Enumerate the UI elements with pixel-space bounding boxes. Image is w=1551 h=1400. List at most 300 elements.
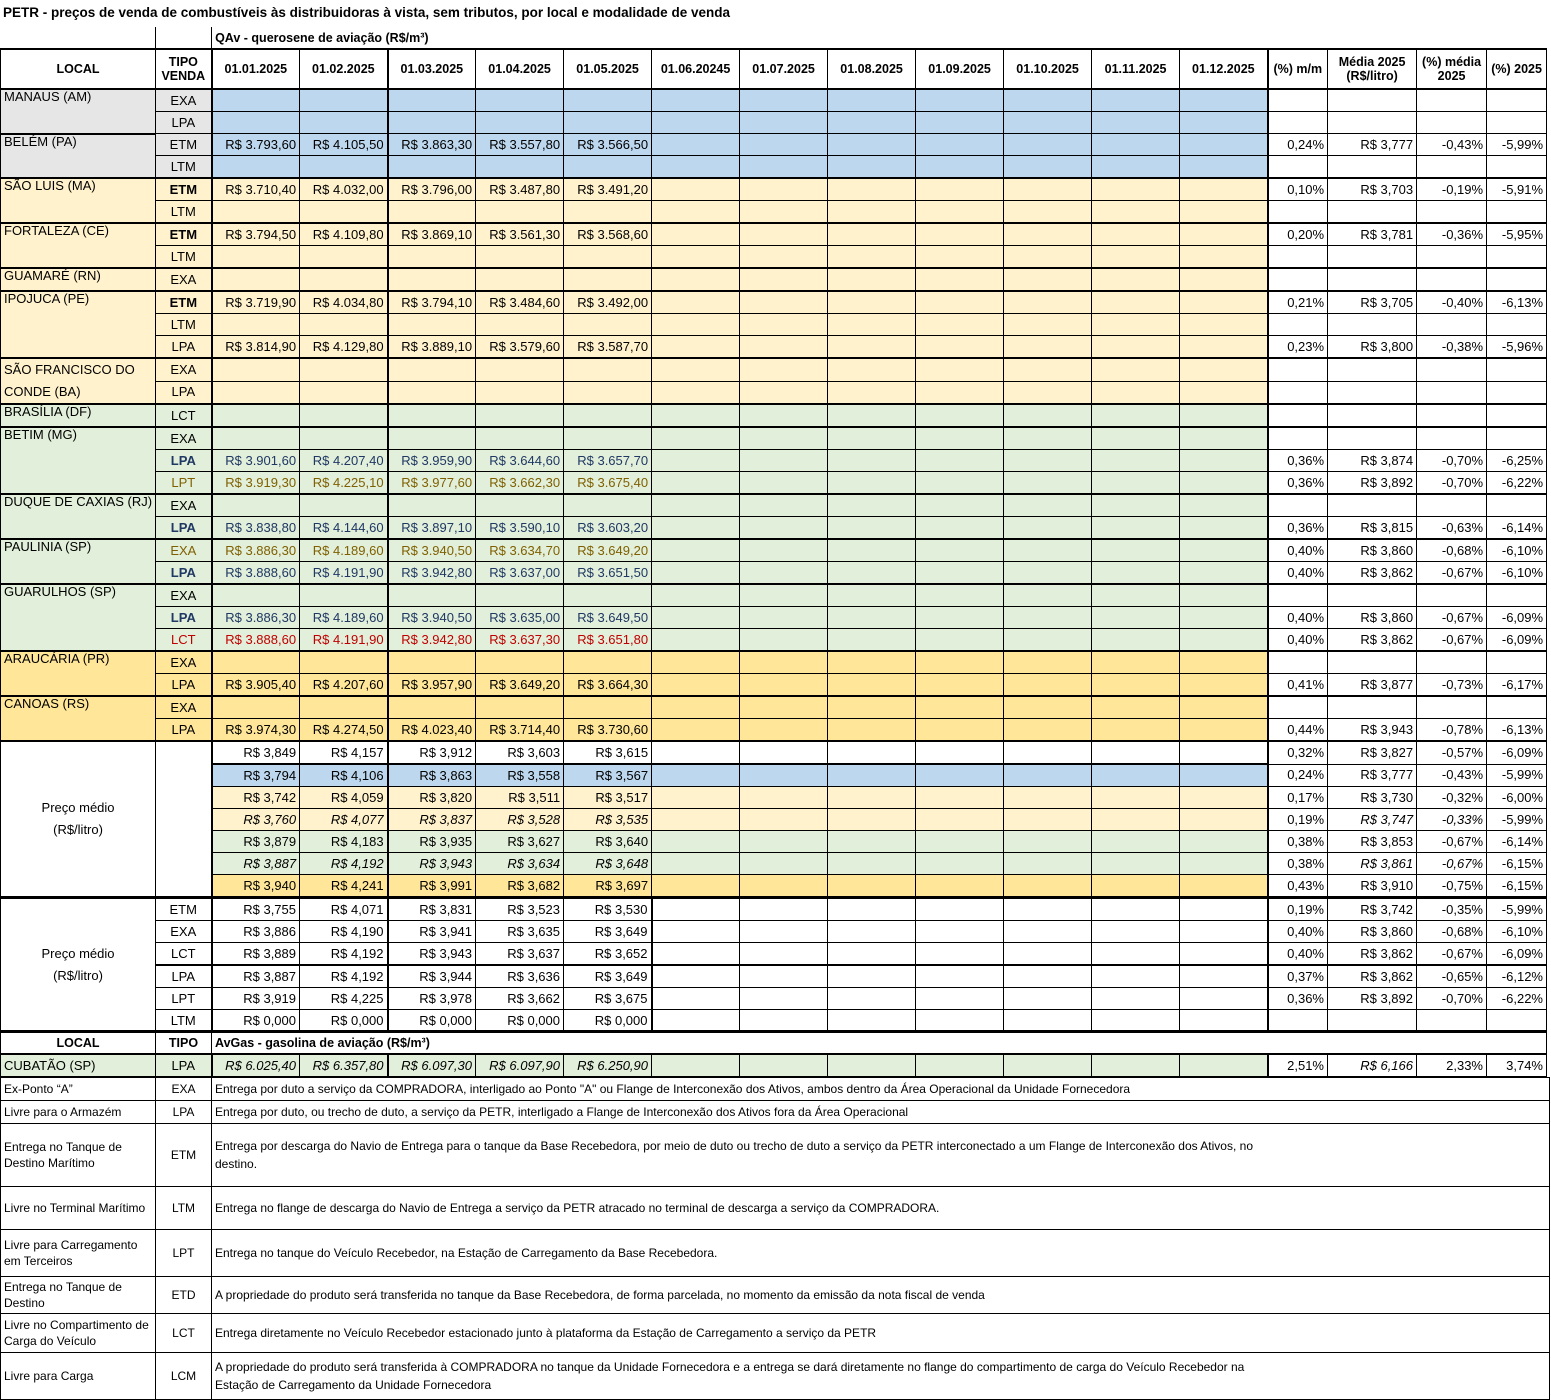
summary-mp: -0,68% [1417, 539, 1487, 562]
legend-modality-description: A propriedade do produto será transferida no tanque da Base Recebedora, de forma parcelada, no momento da emissão da nota fiscal de venda [212, 1277, 1550, 1314]
average-price-cell [740, 741, 828, 764]
average-media: R$ 3,777 [1328, 764, 1417, 787]
price-cell [476, 358, 564, 381]
average-price-cell [1004, 943, 1092, 966]
summary-mp [1417, 404, 1487, 427]
price-cell [652, 450, 740, 472]
average-price-cell: R$ 3,649 [564, 965, 652, 988]
summary-mm [1268, 268, 1328, 291]
price-cell [212, 268, 300, 291]
summary-mp: -0,38% [1417, 336, 1487, 359]
price-cell: R$ 3.905,40 [212, 674, 300, 697]
price-cell [1092, 291, 1180, 314]
price-cell [1004, 358, 1092, 381]
summary-media: R$ 3,703 [1328, 178, 1417, 201]
average-price-cell [1004, 831, 1092, 853]
average-price-cell [828, 921, 916, 943]
location-cell: GUAMARÉ (RN) [1, 268, 156, 291]
price-cell [1004, 268, 1092, 291]
summary-mm: 0,44% [1268, 719, 1328, 742]
price-cell [1004, 223, 1092, 246]
average-media: R$ 3,730 [1328, 787, 1417, 809]
header-month: 01.10.2025 [1004, 49, 1092, 89]
average-p25: -5,99% [1487, 809, 1547, 831]
price-cell [828, 223, 916, 246]
price-cell [828, 674, 916, 697]
price-cell [476, 246, 564, 269]
price-cell: R$ 3.796,00 [388, 178, 476, 201]
legend-modality-code: LPT [156, 1230, 212, 1277]
price-cell: R$ 3.651,50 [564, 562, 652, 585]
summary-p25: -5,91% [1487, 178, 1547, 201]
avgas-p25: 3,74% [1487, 1054, 1547, 1077]
price-cell [916, 336, 1004, 359]
price-cell [300, 651, 388, 674]
tipo-venda-cell: LPA [156, 607, 212, 629]
average-price-cell: R$ 4,192 [300, 965, 388, 988]
average-price-cell [1092, 741, 1180, 764]
price-cell: R$ 4.105,50 [300, 134, 388, 156]
price-cell [476, 584, 564, 607]
summary-p25: -6,17% [1487, 674, 1547, 697]
average-price-cell: R$ 3,978 [388, 988, 476, 1010]
price-cell [916, 607, 1004, 629]
average-mm: 0,19% [1268, 898, 1328, 921]
price-cell [740, 134, 828, 156]
average-price-cell [1004, 875, 1092, 898]
summary-mm [1268, 358, 1328, 381]
price-cell [740, 246, 828, 269]
price-row [1, 314, 1547, 336]
price-cell [1092, 494, 1180, 517]
average-mp: -0,67% [1417, 943, 1487, 966]
average-by-type-row [1, 898, 1547, 921]
qav-product-label: QAv - querosene de aviação (R$/m³) [212, 27, 1547, 49]
tipo-venda-cell: EXA [156, 494, 212, 517]
average-price-cell: R$ 3,652 [564, 943, 652, 966]
summary-media [1328, 427, 1417, 450]
tipo-venda-cell: LPA [156, 562, 212, 585]
summary-media [1328, 358, 1417, 381]
preco-medio-label: Preço médio (R$/litro) [1, 741, 156, 897]
price-cell [212, 358, 300, 381]
summary-media [1328, 156, 1417, 179]
price-cell [300, 268, 388, 291]
price-cell: R$ 3.568,60 [564, 223, 652, 246]
price-row [1, 472, 1547, 495]
price-cell [1092, 719, 1180, 742]
average-media [1328, 1010, 1417, 1033]
average-mp [1417, 1010, 1487, 1033]
average-row [1, 831, 1547, 853]
average-price-cell: R$ 3,887 [212, 853, 300, 875]
price-cell: R$ 3.940,50 [388, 607, 476, 629]
summary-mp [1417, 201, 1487, 224]
average-p25 [1487, 1010, 1547, 1033]
summary-mp [1417, 314, 1487, 336]
average-price-cell [1180, 853, 1268, 875]
average-price-cell [1092, 853, 1180, 875]
price-cell [564, 404, 652, 427]
header-month: 01.07.2025 [740, 49, 828, 89]
average-price-cell [828, 965, 916, 988]
price-cell [828, 201, 916, 224]
price-cell [740, 719, 828, 742]
price-cell: R$ 3.634,70 [476, 539, 564, 562]
price-cell [300, 381, 388, 404]
price-row [1, 517, 1547, 540]
price-cell [828, 268, 916, 291]
avgas-product-label: AvGas - gasolina de aviação (R$/m³) [212, 1031, 1547, 1054]
average-p25: -6,15% [1487, 875, 1547, 898]
summary-mm: 0,40% [1268, 539, 1328, 562]
header-row-columns [1, 49, 1547, 89]
average-price-cell [652, 741, 740, 764]
price-row [1, 607, 1547, 629]
summary-mm: 0,40% [1268, 607, 1328, 629]
tipo-venda-cell: ETM [156, 291, 212, 314]
price-cell [476, 427, 564, 450]
average-price-cell: R$ 0,000 [212, 1010, 300, 1033]
average-p25: -5,99% [1487, 764, 1547, 787]
price-cell [828, 381, 916, 404]
average-price-cell: R$ 3,523 [476, 898, 564, 921]
price-cell [828, 584, 916, 607]
price-cell [1092, 450, 1180, 472]
price-cell [1180, 156, 1268, 179]
header-mm: (%) m/m [1268, 49, 1328, 89]
average-price-cell [828, 988, 916, 1010]
price-cell [652, 404, 740, 427]
average-price-cell [828, 943, 916, 966]
average-by-type-row [1, 965, 1547, 988]
price-cell [740, 156, 828, 179]
legend-modality-code: LTM [156, 1187, 212, 1230]
price-cell [476, 201, 564, 224]
price-cell [740, 562, 828, 585]
average-price-cell [828, 764, 916, 787]
price-cell: R$ 3.662,30 [476, 472, 564, 495]
price-cell [564, 696, 652, 719]
price-cell: R$ 3.714,40 [476, 719, 564, 742]
summary-mm [1268, 89, 1328, 112]
price-cell [388, 584, 476, 607]
price-cell [564, 427, 652, 450]
price-cell [1004, 404, 1092, 427]
price-row [1, 629, 1547, 652]
price-cell [300, 696, 388, 719]
summary-mm: 0,36% [1268, 517, 1328, 540]
average-price-cell [652, 1010, 740, 1033]
average-price-cell: R$ 3,649 [564, 921, 652, 943]
price-cell [916, 156, 1004, 179]
location-cell: BELÉM (PA) [1, 134, 156, 179]
average-price-cell: R$ 3,675 [564, 988, 652, 1010]
price-row [1, 719, 1547, 742]
legend-modality-name: Livre para o Armazém [1, 1101, 156, 1124]
price-cell [652, 201, 740, 224]
price-cell [1004, 89, 1092, 112]
price-cell: R$ 3.566,50 [564, 134, 652, 156]
average-price-cell [1180, 921, 1268, 943]
price-cell [212, 584, 300, 607]
average-price-cell: R$ 3,682 [476, 875, 564, 898]
average-price-cell: R$ 3,662 [476, 988, 564, 1010]
summary-mm: 0,21% [1268, 291, 1328, 314]
avgas-mp: 2,33% [1417, 1054, 1487, 1077]
price-cell [1004, 674, 1092, 697]
average-price-cell [1004, 764, 1092, 787]
price-cell: R$ 3.794,50 [212, 223, 300, 246]
summary-p25: -5,95% [1487, 223, 1547, 246]
summary-mm: 0,41% [1268, 674, 1328, 697]
price-cell [916, 381, 1004, 404]
avgas-media: R$ 6,166 [1328, 1054, 1417, 1077]
price-cell: R$ 3.637,00 [476, 562, 564, 585]
summary-mm: 0,20% [1268, 223, 1328, 246]
summary-p25: -6,13% [1487, 719, 1547, 742]
price-row [1, 178, 1547, 201]
summary-p25 [1487, 246, 1547, 269]
price-cell [300, 156, 388, 179]
price-cell [652, 358, 740, 381]
average-price-cell [828, 787, 916, 809]
summary-mm: 0,40% [1268, 629, 1328, 652]
avgas-price-cell: R$ 6.025,40 [212, 1054, 300, 1077]
price-cell [388, 404, 476, 427]
legend-modality-description: Entrega por duto, ou trecho de duto, a serviço da PETR, interligado a Flange de Interconexão dos Ativos fora da Área Operacional [212, 1101, 1550, 1124]
tipo-venda-cell: EXA [156, 358, 212, 381]
summary-mp [1417, 156, 1487, 179]
price-cell [1180, 494, 1268, 517]
average-price-cell: R$ 4,225 [300, 988, 388, 1010]
summary-media: R$ 3,892 [1328, 472, 1417, 495]
avgas-price-cell [1092, 1054, 1180, 1077]
price-cell [652, 314, 740, 336]
price-cell [828, 472, 916, 495]
price-cell [1180, 336, 1268, 359]
price-cell [1004, 472, 1092, 495]
average-price-cell [1180, 965, 1268, 988]
price-cell [1004, 314, 1092, 336]
average-price-cell [652, 898, 740, 921]
price-row [1, 450, 1547, 472]
summary-mp [1417, 358, 1487, 381]
price-cell [564, 246, 652, 269]
sale-modality-legend [0, 1077, 1550, 1400]
tipo-venda-cell: LPA [156, 719, 212, 742]
average-media: R$ 3,742 [1328, 898, 1417, 921]
legend-modality-description: Entrega diretamente no Veículo Recebedor estacionado junto à plataforma da Estação de Carregamento a serviço da PETR [212, 1314, 1550, 1353]
price-cell [1092, 223, 1180, 246]
summary-p25 [1487, 314, 1547, 336]
average-price-cell [1092, 787, 1180, 809]
price-row [1, 112, 1547, 134]
price-cell: R$ 3.940,50 [388, 539, 476, 562]
price-cell [564, 584, 652, 607]
header-media-pct: (%) média 2025 [1417, 49, 1487, 89]
tipo-venda-cell: EXA [156, 921, 212, 943]
summary-mp [1417, 112, 1487, 134]
avgas-price-cell [740, 1054, 828, 1077]
average-price-cell [652, 988, 740, 1010]
summary-p25 [1487, 404, 1547, 427]
average-mp: -0,70% [1417, 988, 1487, 1010]
price-cell: R$ 3.719,90 [212, 291, 300, 314]
location-cell: IPOJUCA (PE) [1, 291, 156, 358]
average-mp: -0,75% [1417, 875, 1487, 898]
price-cell [916, 494, 1004, 517]
legend-modality-name: Livre para Carregamento em Terceiros [1, 1230, 156, 1277]
average-by-type-row [1, 943, 1547, 966]
price-cell [212, 494, 300, 517]
average-price-cell: R$ 3,603 [476, 741, 564, 764]
summary-mp: -0,70% [1417, 472, 1487, 495]
price-cell: R$ 4.207,40 [300, 450, 388, 472]
average-price-cell: R$ 3,943 [388, 853, 476, 875]
average-price-cell [916, 988, 1004, 1010]
price-cell [476, 268, 564, 291]
average-mm: 0,40% [1268, 921, 1328, 943]
summary-mm [1268, 404, 1328, 427]
average-price-cell [1180, 764, 1268, 787]
price-cell [212, 651, 300, 674]
price-cell [828, 112, 916, 134]
average-price-cell [1004, 988, 1092, 1010]
tipo-venda-cell: EXA [156, 651, 212, 674]
price-row [1, 674, 1547, 697]
price-cell [828, 696, 916, 719]
price-cell: R$ 3.957,90 [388, 674, 476, 697]
legend-modality-code: ETD [156, 1277, 212, 1314]
average-mp: -0,67% [1417, 831, 1487, 853]
price-cell: R$ 3.793,60 [212, 134, 300, 156]
average-price-cell [652, 787, 740, 809]
tipo-venda-cell: EXA [156, 427, 212, 450]
price-cell: R$ 4.109,80 [300, 223, 388, 246]
price-cell [1180, 404, 1268, 427]
price-cell [1092, 89, 1180, 112]
summary-mp [1417, 651, 1487, 674]
location-cell: BETIM (MG) [1, 427, 156, 494]
price-cell: R$ 4.189,60 [300, 607, 388, 629]
summary-p25 [1487, 427, 1547, 450]
legend-modality-name: Livre para Carga [1, 1353, 156, 1400]
summary-mm: 0,40% [1268, 562, 1328, 585]
avgas-header-row [1, 1031, 1547, 1054]
average-by-type-row [1, 921, 1547, 943]
avgas-price-cell [828, 1054, 916, 1077]
average-media: R$ 3,827 [1328, 741, 1417, 764]
legend-modality-name: Livre no Compartimento de Carga do Veículo [1, 1314, 156, 1353]
average-price-cell [740, 1010, 828, 1033]
summary-p25: -6,10% [1487, 562, 1547, 585]
price-cell [916, 427, 1004, 450]
summary-mm: 0,36% [1268, 472, 1328, 495]
price-cell [916, 719, 1004, 742]
summary-media: R$ 3,874 [1328, 450, 1417, 472]
location-cell: BRASÍLIA (DF) [1, 404, 156, 427]
tipo-venda-cell: LCT [156, 629, 212, 652]
summary-media: R$ 3,860 [1328, 607, 1417, 629]
average-price-cell [740, 988, 828, 1010]
price-cell [652, 539, 740, 562]
price-cell: R$ 3.657,70 [564, 450, 652, 472]
price-cell [1180, 89, 1268, 112]
price-cell [740, 450, 828, 472]
average-p25: -6,15% [1487, 853, 1547, 875]
average-price-cell: R$ 3,943 [388, 943, 476, 966]
average-price-cell [828, 1010, 916, 1033]
price-cell [1004, 629, 1092, 652]
average-price-cell: R$ 4,077 [300, 809, 388, 831]
average-price-cell: R$ 3,530 [564, 898, 652, 921]
average-price-cell [740, 831, 828, 853]
price-row [1, 427, 1547, 450]
price-cell: R$ 3.838,80 [212, 517, 300, 540]
price-cell [1004, 719, 1092, 742]
average-price-cell [740, 764, 828, 787]
average-mm: 0,24% [1268, 764, 1328, 787]
average-by-type-row [1, 988, 1547, 1010]
average-price-cell: R$ 3,940 [212, 875, 300, 898]
price-row [1, 156, 1547, 179]
summary-media: R$ 3,705 [1328, 291, 1417, 314]
average-row [1, 787, 1547, 809]
price-cell [652, 89, 740, 112]
price-cell [388, 112, 476, 134]
summary-mp: -0,67% [1417, 607, 1487, 629]
location-cell: DUQUE DE CAXIAS (RJ) [1, 494, 156, 539]
price-cell [652, 291, 740, 314]
average-media: R$ 3,860 [1328, 921, 1417, 943]
price-cell [388, 156, 476, 179]
average-price-cell: R$ 3,794 [212, 764, 300, 787]
average-price-cell [1180, 809, 1268, 831]
average-price-cell: R$ 3,919 [212, 988, 300, 1010]
summary-p25: -6,13% [1487, 291, 1547, 314]
legend-modality-description: Entrega no flange de descarga do Navio de Entrega a serviço da PETR atracado no terminal de descarga a serviço da COMPRADORA. [212, 1187, 1550, 1230]
average-price-cell: R$ 3,517 [564, 787, 652, 809]
average-price-cell [916, 853, 1004, 875]
price-cell [1004, 381, 1092, 404]
summary-p25: -6,25% [1487, 450, 1547, 472]
price-cell [1180, 539, 1268, 562]
price-cell [828, 651, 916, 674]
price-cell [916, 112, 1004, 134]
average-price-cell [1092, 831, 1180, 853]
price-cell: R$ 3.942,80 [388, 562, 476, 585]
price-cell [1092, 314, 1180, 336]
price-cell [740, 427, 828, 450]
price-cell: R$ 3.889,10 [388, 336, 476, 359]
price-cell [212, 156, 300, 179]
price-cell [740, 629, 828, 652]
price-cell [564, 494, 652, 517]
price-cell: R$ 3.901,60 [212, 450, 300, 472]
price-cell [1180, 472, 1268, 495]
price-cell [828, 562, 916, 585]
price-cell [388, 696, 476, 719]
average-price-cell: R$ 3,511 [476, 787, 564, 809]
price-cell [1180, 381, 1268, 404]
price-cell [916, 517, 1004, 540]
average-price-cell: R$ 3,887 [212, 965, 300, 988]
avgas-mm: 2,51% [1268, 1054, 1328, 1077]
header-month: 01.06.20245 [652, 49, 740, 89]
average-price-cell [652, 943, 740, 966]
summary-p25 [1487, 112, 1547, 134]
